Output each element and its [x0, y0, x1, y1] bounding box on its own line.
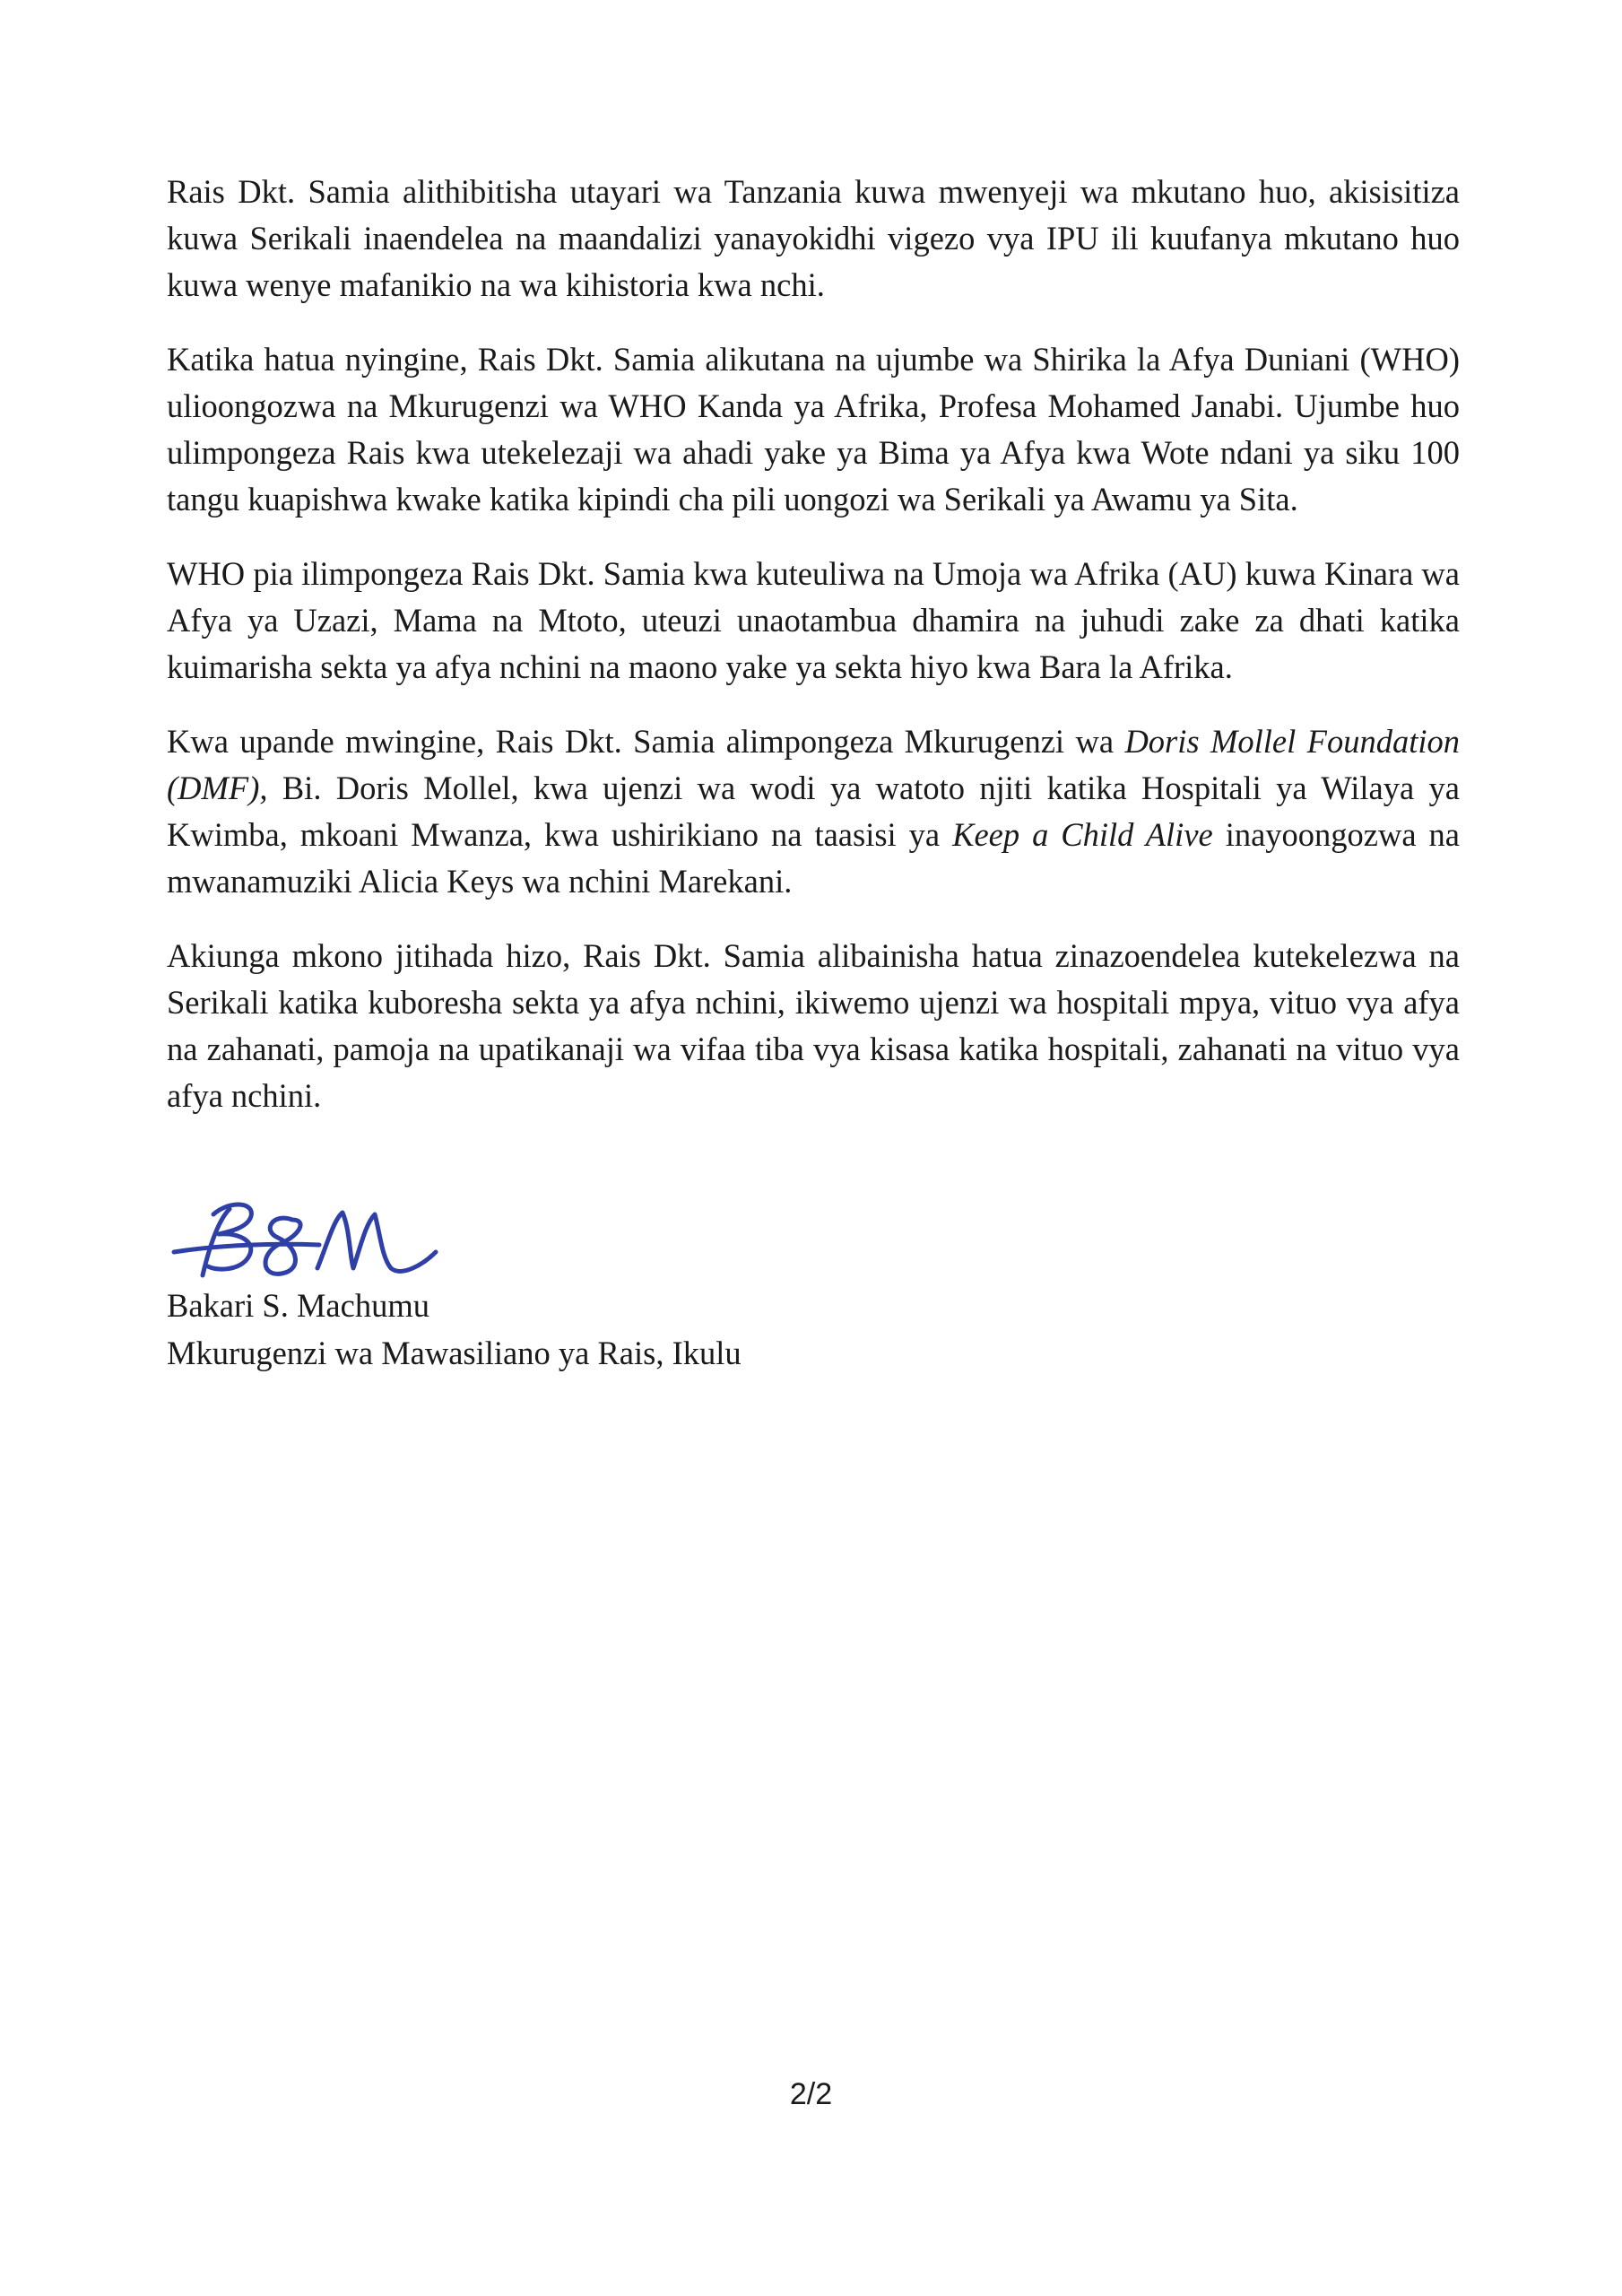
- signature-scribble: [167, 1193, 445, 1296]
- paragraph-4-partner-name: Keep a Child Alive: [952, 816, 1213, 853]
- paragraph-1: [167, 169, 1460, 309]
- paragraph-5: [167, 933, 1460, 1119]
- signatory-title: Mkurugenzi wa Mawasiliano ya Rais, Ikulu: [167, 1335, 742, 1371]
- document-body: [167, 169, 1460, 1147]
- paragraph-4-text-c: inayoongozwa na mwanamuziki Alicia Keys wa nchini Marekani.: [167, 816, 1460, 900]
- page-number: 2/2: [789, 2077, 833, 2111]
- paragraph-4-text-a: Kwa upande mwingine, Rais Dkt. Samia alimpongeza Mkurugenzi wa: [167, 723, 1125, 760]
- paragraph-3: [167, 551, 1460, 691]
- paragraph-4-organization-name: Doris Mollel Foundation (DMF),: [167, 723, 1460, 806]
- paragraph-5-text: Akiunga mkono jitihada hizo, Rais Dkt. Samia alibainisha hatua zinazoendelea kutekelezwa na Serikali katika kuboresha sekta ya afya nchini, ikiwemo ujenzi wa hospitali mpya, vituo vya afya na zahanati, pamoja na upatikanaji wa vifaa tiba vya kisasa katika hospitali, zahanati na vituo vya afya nchini.: [167, 937, 1460, 1114]
- signature-image: [167, 1193, 445, 1296]
- paragraph-3-text: WHO pia ilimpongeza Rais Dkt. Samia kwa kuteuliwa na Umoja wa Afrika (AU) kuwa Kinara wa Afya ya Uzazi, Mama na Mtoto, uteuzi unaotambua dhamira na juhudi zake za dhati katika kuimarisha sekta ya afya nchini na maono yake ya sekta hiyo kwa Bara la Afrika.: [167, 555, 1460, 685]
- paragraph-2: [167, 336, 1460, 523]
- paragraph-2-text: Katika hatua nyingine, Rais Dkt. Samia alikutana na ujumbe wa Shirika la Afya Duniani (WHO) ulioongozwa na Mkurugenzi wa WHO Kanda ya Afrika, Profesa Mohamed Janabi. Ujumbe huo ulimpongeza Rais kwa utekelezaji wa ahadi yake ya Bima ya Afya kwa Wote ndani ya siku 100 tangu kuapishwa kwake katika kipindi cha pili uongozi wa Serikali ya Awamu ya Sita.: [167, 341, 1460, 517]
- paragraph-1-text: Rais Dkt. Samia alithibitisha utayari wa Tanzania kuwa mwenyeji wa mkutano huo, akisisitiza kuwa Serikali inaendelea na maandalizi yanayokidhi vigezo vya IPU ili kuufanya mkutano huo kuwa wenye mafanikio na wa kihistoria kwa nchi.: [167, 173, 1460, 303]
- paragraph-4: [167, 718, 1460, 905]
- paragraph-4-text-b: Bi. Doris Mollel, kwa ujenzi wa wodi ya watoto njiti katika Hospitali ya Wilaya ya Kwimba, mkoani Mwanza, kwa ushirikiano na taasisi ya: [167, 770, 1460, 853]
- signatory-name: Bakari S. Machumu: [167, 1287, 429, 1324]
